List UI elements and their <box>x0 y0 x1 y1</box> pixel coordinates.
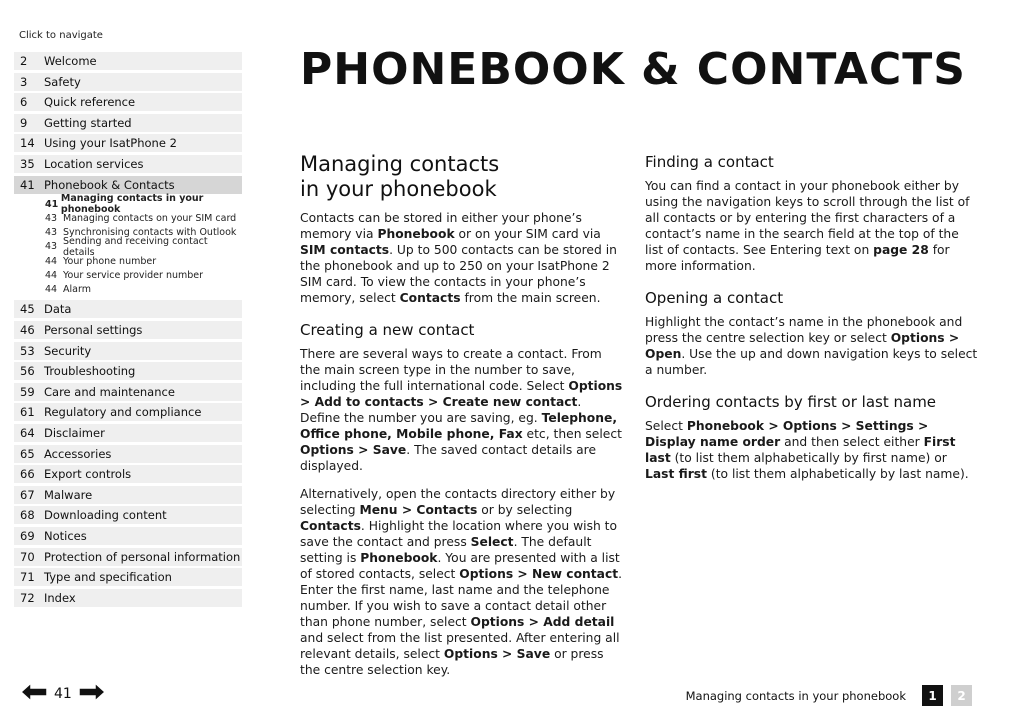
footer-page-selector <box>686 685 972 706</box>
toc-subitem-service-provider[interactable] <box>14 268 242 282</box>
main-column-right <box>645 152 980 494</box>
page-1-button[interactable]: 1 <box>922 685 943 706</box>
finding-contact-paragraph: You can find a contact in your phonebook either by using the navigation keys to scroll through the list of all contacts or by entering the first characters of a contact’s name in the search field at the top of the list of contacts. See Entering text on page 28 for more information. <box>645 179 970 273</box>
toc-label: Quick reference <box>44 95 136 110</box>
ordering-contacts-paragraph: Select Phonebook > Options > Settings > Display name order and then select either First last (to list them alphabetically by first name) or Last first (to list them alphabetically by last name). <box>645 419 969 481</box>
toc-page-num: 65 <box>20 446 35 461</box>
toc-label: Disclaimer <box>44 426 105 441</box>
toc-page-num: 72 <box>20 590 35 605</box>
toc-label: Index <box>44 590 76 605</box>
footer-caption: Managing contacts in your phonebook <box>685 688 906 703</box>
toc-item-getting-started[interactable] <box>14 114 242 132</box>
toc-item-safety[interactable] <box>14 73 242 91</box>
toc-page-num: 69 <box>20 529 35 543</box>
toc-sub-label: Managing contacts on your SIM card <box>63 212 237 224</box>
toc-subitem-alarm[interactable] <box>14 282 242 296</box>
toc-subitem-managing-phonebook[interactable] <box>14 193 242 216</box>
toc-label: Type and specification <box>44 570 172 585</box>
toc-item-type-specification[interactable] <box>14 568 242 586</box>
toc-sub-page-num: 44 <box>45 269 58 281</box>
next-page-arrow-icon[interactable] <box>78 682 106 706</box>
toc-label: Regulatory and compliance <box>44 405 202 420</box>
toc-sub-label: Alarm <box>63 283 91 295</box>
toc-item-care-maintenance[interactable] <box>14 383 242 401</box>
toc-page-num: 45 <box>20 302 35 317</box>
toc-sub-page-num: 44 <box>45 283 58 295</box>
section-heading-line: in your phonebook <box>300 177 497 201</box>
toc-page-num: 6 <box>20 95 28 110</box>
page-number: 41 <box>54 686 72 702</box>
toc-item-regulatory[interactable] <box>14 403 242 421</box>
page-2-button[interactable]: 2 <box>951 685 972 706</box>
toc-page-num: 70 <box>20 549 35 564</box>
toc-item-troubleshooting[interactable] <box>14 362 242 380</box>
toc-item-phonebook-contacts[interactable] <box>14 176 242 194</box>
toc-sub-label: Your service provider number <box>63 269 204 281</box>
toc-page-num: 68 <box>20 508 35 523</box>
toc-sub-label: Sending and receiving contact details <box>62 235 208 258</box>
toc-page-num: 71 <box>20 570 35 585</box>
page-28-link[interactable]: page 28 <box>873 243 929 257</box>
create-contact-paragraph: There are several ways to create a contact. From the main screen type in the number to save, including the full international code. Select Options > Add to contacts > Create new contact. Define the number you are saving, eg. Telephone, Office phone, Mobile phone, Fax etc, then select Options > Save. The saved contact details are displayed. <box>300 347 623 473</box>
toc-item-malware[interactable] <box>14 486 242 504</box>
toc-subitem-sending-receiving[interactable] <box>14 235 242 258</box>
intro-paragraph: Contacts can be stored in either your phone’s memory via Phonebook or on your SIM card via SIM contacts. Up to 500 contacts can be stored in the phonebook and up to 250 on your IsatPhone 2 SIM card. To view the contacts in your phone’s memory, select Contacts from the main screen. <box>300 211 617 305</box>
toc-page-num: 3 <box>20 74 28 89</box>
toc-sub-label: Managing contacts in your phonebook <box>60 193 204 216</box>
toc-item-location-services[interactable] <box>14 155 242 173</box>
toc-label: Safety <box>44 74 81 89</box>
toc-page-num: 14 <box>20 136 35 151</box>
toc-page-num: 67 <box>20 487 35 502</box>
toc-item-personal-settings[interactable] <box>14 321 242 339</box>
subheading-finding-contact: Finding a contact <box>645 153 774 171</box>
toc-item-personal-information[interactable] <box>14 548 242 566</box>
toc-sub-page-num: 43 <box>45 227 58 239</box>
toc-label: Malware <box>44 487 93 502</box>
toc-item-accessories[interactable] <box>14 445 242 463</box>
alternative-paragraph: Alternatively, open the contacts directory either by selecting Menu > Contacts or by selecting Contacts. Highlight the location where you wish to save the contact and press Select. The default setting is Phonebook. You are presented with a list of stored contacts, select Options > New contact. Enter the first name, last name and the telephone number. If you wish to save a contact detail other than phone number, select Options > Add detail and select from the list presented. After entering all relevant details, select Options > Save or press the centre selection key. <box>300 487 623 677</box>
subheading-opening-contact: Opening a contact <box>645 289 784 307</box>
toc-item-using-isatphone[interactable] <box>14 134 242 152</box>
toc-page-num: 46 <box>20 323 35 338</box>
toc-page-num: 66 <box>20 467 35 482</box>
toc-sub-page-num: 44 <box>45 255 58 267</box>
toc-page-num: 59 <box>20 384 35 399</box>
toc-item-welcome[interactable] <box>14 52 242 70</box>
toc-label: Getting started <box>44 115 132 130</box>
toc-sub-page-num: 43 <box>45 212 58 224</box>
footer-page-nav <box>20 682 106 706</box>
toc-item-data[interactable] <box>14 300 242 318</box>
subheading-ordering-contacts: Ordering contacts by first or last name <box>645 393 937 411</box>
toc-label: Notices <box>44 529 87 543</box>
toc-page-num: 61 <box>20 405 35 420</box>
toc-page-num: 9 <box>20 115 28 130</box>
toc-label: Data <box>44 302 72 317</box>
page-title: PHONEBOOK & CONTACTS <box>300 44 966 95</box>
toc-label: Downloading content <box>44 508 167 523</box>
toc-sub-label: Your phone number <box>63 255 157 267</box>
toc-sub-page-num: 43 <box>45 241 58 253</box>
main-column-left <box>300 152 625 690</box>
toc-page-num: 35 <box>20 156 35 171</box>
toc-item-export-controls[interactable] <box>14 465 242 483</box>
opening-contact-paragraph: Highlight the contact’s name in the phonebook and press the centre selection key or select Options > Open. Use the up and down navigation keys to select a number. <box>645 315 978 377</box>
toc-label: Security <box>44 343 92 358</box>
toc-item-notices[interactable] <box>14 527 242 545</box>
toc-item-index[interactable] <box>14 589 242 607</box>
table-of-contents <box>14 52 242 609</box>
section-heading-line: Managing contacts <box>300 152 500 176</box>
toc-label: Export controls <box>44 467 132 482</box>
toc-label: Care and maintenance <box>44 384 175 399</box>
toc-label: Troubleshooting <box>44 364 136 379</box>
toc-item-security[interactable] <box>14 342 242 360</box>
toc-label: Using your IsatPhone 2 <box>44 136 177 151</box>
toc-page-num: 2 <box>20 54 28 68</box>
toc-item-disclaimer[interactable] <box>14 424 242 442</box>
toc-label: Welcome <box>44 54 97 68</box>
subheading-create-contact: Creating a new contact <box>300 321 475 339</box>
toc-sub-page-num: 41 <box>45 198 59 210</box>
toc-label: Protection of personal information <box>44 549 241 564</box>
toc-page-num: 64 <box>20 426 35 441</box>
nav-hint: Click to navigate <box>19 30 103 41</box>
toc-subsection-list <box>14 193 242 300</box>
section-heading <box>300 152 625 202</box>
toc-page-num: 53 <box>20 343 35 358</box>
toc-label: Location services <box>44 156 144 171</box>
toc-page-num: 41 <box>20 177 35 192</box>
toc-label: Accessories <box>44 446 112 461</box>
toc-item-downloading[interactable] <box>14 506 242 524</box>
toc-label: Phonebook & Contacts <box>44 177 175 192</box>
toc-item-quick-reference[interactable] <box>14 93 242 111</box>
toc-sub-label: Synchronising contacts with Outlook <box>63 227 237 239</box>
toc-page-num: 56 <box>20 364 35 379</box>
previous-page-arrow-icon[interactable] <box>20 682 48 706</box>
toc-label: Personal settings <box>44 323 143 338</box>
toc-subitem-managing-sim[interactable] <box>14 211 242 225</box>
